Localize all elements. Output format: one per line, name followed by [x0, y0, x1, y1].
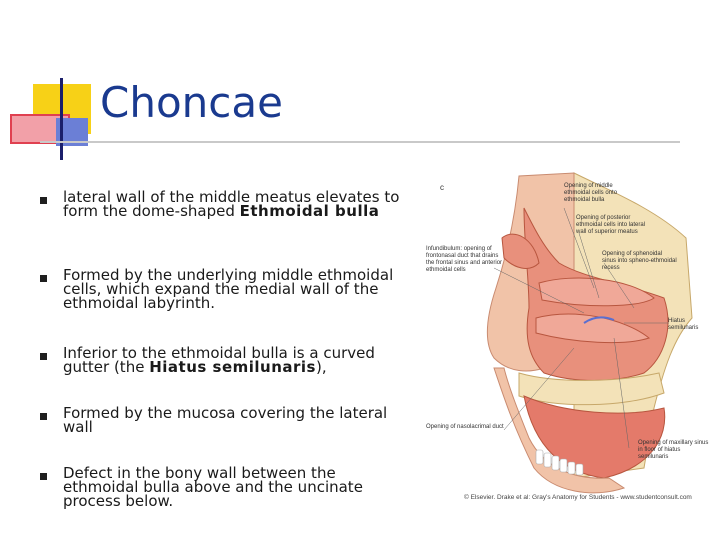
label-hiatus-semilunaris: Hiatus semilunaris	[668, 318, 699, 331]
title-decoration-vertical-line	[60, 78, 63, 160]
bullet-text: Defect in the bony wall between the ethmoidal bulla above and the uncinate process below.	[63, 464, 363, 510]
bullet-square-icon	[40, 353, 47, 360]
bullet-square-icon	[40, 197, 47, 204]
bullet-text: Inferior to the ethmoidal bulla is a curved gutter (the Hiatus semilunaris),	[63, 344, 375, 376]
panel-letter: c	[440, 183, 444, 192]
image-credit: © Elsevier. Drake et al: Gray's Anatomy for Students - www.studentconsult.com	[464, 494, 692, 501]
label-sphenoidal: Opening of sphenoidal sinus into spheno-ethmoidal recess	[602, 251, 677, 271]
bullet-square-icon	[40, 413, 47, 420]
label-posterior-ethmoidal: Opening of posterior ethmoidal cells into lateral wall of superior meatus	[576, 215, 646, 235]
label-frontonasal: Infundibulum: opening of frontonasal duct that drains the frontal sinus and anterior ethmoidal cells	[426, 246, 503, 273]
title-divider-line	[40, 141, 680, 143]
nasal-cavity-drawing	[424, 168, 712, 518]
slide-title: Choncae	[100, 78, 283, 127]
bullet-square-icon	[40, 473, 47, 480]
bullet-text: lateral wall of the middle meatus elevates to form the dome-shaped Ethmoidal bulla	[63, 188, 400, 220]
label-nasolacrimal: Opening of nasolacrimal duct	[426, 424, 504, 430]
bullet-text: Formed by the underlying middle ethmoidal cells, which expand the medial wall of the ethmoidal labyrinth.	[63, 266, 394, 312]
bullet-text: Formed by the mucosa covering the lateral wall	[63, 404, 388, 436]
bullet-square-icon	[40, 275, 47, 282]
label-maxillary: Opening of maxillary sinus in floor of hiatus semilunaris	[638, 440, 709, 460]
label-middle-ethmoidal: Opening of middle ethmoidal cells onto ethmoidal bulla	[564, 183, 618, 203]
nasal-cavity-illustration	[424, 168, 712, 518]
